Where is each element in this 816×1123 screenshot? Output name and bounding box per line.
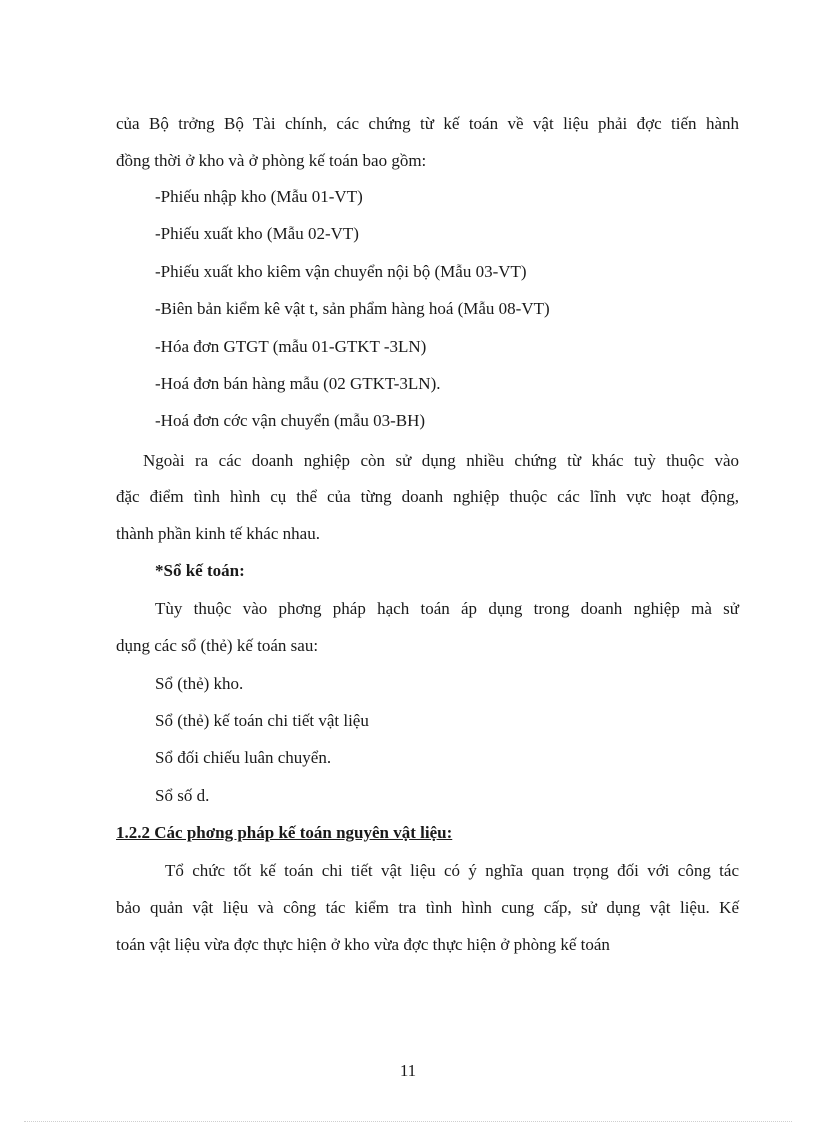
paragraph-line: đồng thời ở kho và ở phòng kế toán bao gồm:: [116, 151, 427, 170]
paragraph-line: đặc điểm tình hình cụ thể của từng doanh nghiệp thuộc các lĩnh vực hoạt động,: [116, 487, 739, 506]
paragraph-line: toán vật liệu vừa đợc thực hiện ở kho vừa đợc thực hiện ở phòng kế toán: [116, 935, 610, 954]
paragraph-line: bảo quản vật liệu và công tác kiểm tra tình hình cung cấp, sử dụng vật liệu. Kế: [116, 898, 739, 917]
list-item: -Phiếu xuất kho (Mẫu 02-VT): [155, 224, 359, 243]
paragraph-line: của Bộ trởng Bộ Tài chính, các chứng từ kế toán về vật liệu phải đợc tiến hành: [116, 114, 739, 133]
list-item: -Hóa đơn GTGT (mẫu 01-GTKT -3LN): [155, 337, 427, 356]
list-item: -Phiếu xuất kho kiêm vận chuyển nội bộ (Mẫu 03-VT): [155, 262, 527, 281]
bottom-divider: [24, 1121, 792, 1122]
list-item: -Hoá đơn bán hàng mẫu (02 GTKT-3LN).: [155, 374, 441, 393]
paragraph-line: Ngoài ra các doanh nghiệp còn sử dụng nhiều chứng từ khác tuỳ thuộc vào: [143, 451, 739, 470]
section-subheading: *Sổ kế toán:: [155, 561, 245, 580]
list-item: Sổ đối chiếu luân chuyển.: [155, 748, 332, 767]
list-item: Sổ (thẻ) kho.: [155, 674, 244, 693]
list-item: -Hoá đơn cớc vận chuyển (mẫu 03-BH): [155, 411, 426, 430]
paragraph-line: thành phần kinh tế khác nhau.: [116, 524, 320, 543]
paragraph-line: Tổ chức tốt kế toán chi tiết vật liệu có ý nghĩa quan trọng đối với công tác: [165, 861, 739, 880]
page-number: 11: [399, 1061, 417, 1080]
paragraph-line: Tùy thuộc vào phơng pháp hạch toán áp dụng trong doanh nghiệp mà sử: [155, 599, 739, 618]
list-item: Sổ số d.: [155, 786, 210, 805]
paragraph-line: dụng các sổ (thẻ) kế toán sau:: [116, 636, 319, 655]
section-heading: 1.2.2 Các phơng pháp kế toán nguyên vật liệu:: [116, 823, 453, 842]
list-item: Sổ (thẻ) kế toán chi tiết vật liệu: [155, 711, 369, 730]
list-item: -Biên bản kiểm kê vật t, sản phẩm hàng hoá (Mẫu 08-VT): [155, 299, 550, 318]
list-item: -Phiếu nhập kho (Mẫu 01-VT): [155, 187, 363, 206]
